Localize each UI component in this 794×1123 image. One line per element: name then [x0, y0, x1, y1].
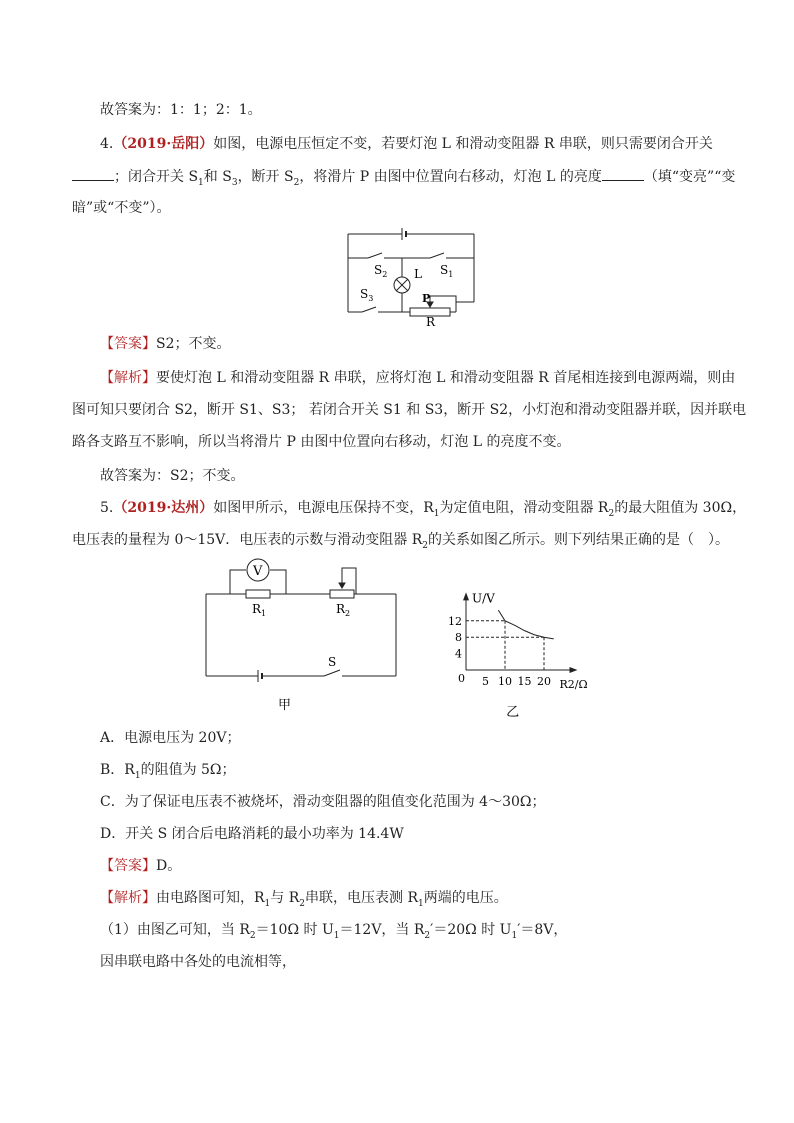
label-s1: $S_1$ [440, 263, 454, 279]
option-d: D．开关 S 闭合后电路消耗的最小功率为 14.4W [100, 826, 404, 842]
y-tick-label: 4 [455, 647, 462, 661]
q5-graph [448, 566, 598, 718]
q4-circuit-diagram [330, 222, 490, 328]
q4-final: 故答案为：S2；不变。 [100, 468, 245, 484]
q5-answer: 【答案】D。 [100, 858, 182, 874]
label-r2: $R_2$ [336, 602, 351, 618]
x-tick-label: 10 [498, 675, 512, 688]
previous-answer: 故答案为：1：1；2：1。 [100, 102, 262, 118]
caption-yi: 乙 [506, 705, 520, 718]
label-rheostat: R [426, 315, 436, 328]
x-tick-label: 15 [517, 675, 532, 688]
y-axis-label: U/V [472, 591, 495, 606]
q5-analysis-1: 【解析】由电路图可知，$R_1$与 $R_2$串联，电压表测 $R_1$两端的电压。 [100, 890, 508, 909]
q4-analysis-2: 图可知只要闭合 S2，断开 S1、S3； 若闭合开关 S1 和 S3，断开 S2，小灯泡和滑动变阻器并联，因并联电 [72, 402, 747, 418]
x-axis-label: R2/Ω [559, 678, 588, 691]
origin-label: 0 [458, 672, 465, 685]
label-slider: P [422, 292, 431, 305]
series-curve [498, 610, 553, 639]
label-voltmeter: V [253, 564, 263, 579]
q4-source: （2019·岳阳） [113, 136, 214, 152]
q4-blank-1 [72, 166, 114, 181]
q5-circuit-diagram [200, 552, 405, 717]
y-tick-label: 12 [448, 614, 462, 628]
q4-analysis-1: 【解析】要使灯泡 L 和滑动变阻器 R 串联，应将灯泡 L 和滑动变阻器 R 首尾相连接到电源两端，则由 [100, 370, 736, 386]
q4-blank-2 [602, 166, 644, 181]
q5-analysis-2: （1）由图乙可知，当 $R_2=10\Omega$ 时 $U_1=12V$，当 $R_2'=20\Omega$ 时 $U_1'=8V$， [100, 922, 568, 941]
label-switch: S [328, 655, 337, 669]
x-tick-label: 20 [537, 675, 551, 688]
q4-analysis-3: 路各支路互不影响，所以当将滑片 P 由图中位置向右移动，灯泡 L 的亮度不变。 [72, 434, 571, 450]
q4-answer: 【答案】S2；不变。 [100, 336, 231, 352]
q4-line1: 4.（2019·岳阳）如图，电源电压恒定不变，若要灯泡 L 和滑动变阻器 R 串联，则只需要闭合开关 [100, 136, 713, 152]
label-s3: $S_3$ [360, 287, 374, 303]
option-c: C．为了保证电压表不被烧坏，滑动变阻器的阻值变化范围为 4～30Ω； [100, 794, 546, 810]
label-lamp: L [414, 267, 422, 281]
q5-line2: 电压表的量程为 0～15V．电压表的示数与滑动变阻器 $R_2$的关系如图乙所示。则下列结果正确的是（ ）。 [72, 532, 730, 551]
q5-line1: 5.（2019·达州）如图甲所示，电源电压保持不变，$R_1$为定值电阻，滑动变阻器 $R_2$的最大阻值为 30Ω， [100, 500, 747, 519]
caption-jia: 甲 [278, 698, 292, 713]
q4-line2: ；闭合开关 $S_1$和 $S_3$，断开 $S_2$，将滑片 P 由图中位置向右移动，灯泡 L 的亮度 （填“变亮”“变 [72, 166, 722, 187]
q4-number: 4. [100, 136, 114, 152]
x-tick-label: 5 [482, 675, 489, 688]
q4-line3: 暗”或“不变”）。 [72, 200, 171, 216]
y-axis-arrow [463, 592, 469, 600]
label-r1: $R_1$ [252, 602, 267, 618]
x-axis-arrow [570, 667, 578, 673]
y-tick-label: 8 [455, 631, 462, 645]
option-a: A．电源电压为 20V； [100, 730, 241, 746]
option-b: B．$R_1$的阻值为 5Ω； [100, 762, 236, 781]
q5-analysis-3: 因串联电路中各处的电流相等， [100, 954, 296, 970]
label-s2: $S_2$ [374, 263, 388, 279]
